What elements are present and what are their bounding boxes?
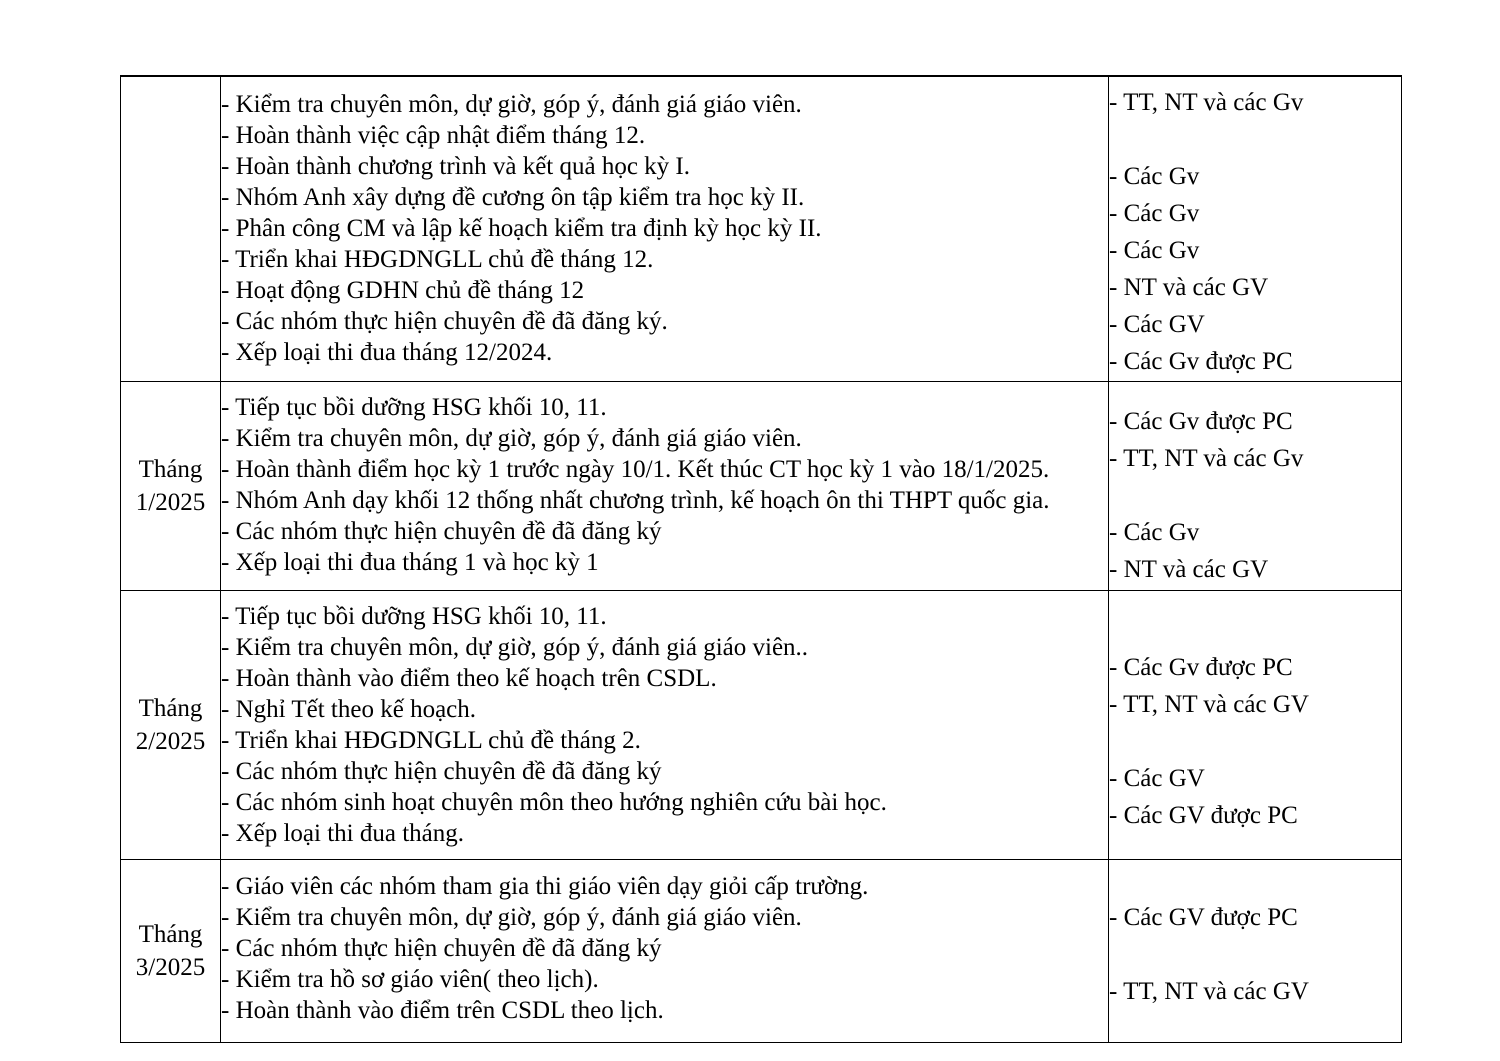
responsible-item: - Các GV: [1109, 764, 1205, 792]
task-item: - Tiếp tục bồi dưỡng HSG khối 10, 11.: [221, 394, 607, 421]
responsible-item: - TT, NT và các Gv: [1109, 89, 1304, 116]
responsible-spacer: [1109, 122, 1401, 159]
task-item: - Nhóm Anh xây dựng đề cương ôn tập kiểm tra học kỳ II.: [221, 183, 805, 211]
tasks-cell: [221, 76, 1109, 382]
responsible-item: - TT, NT và các GV: [1109, 690, 1309, 718]
month-cell: [121, 382, 221, 591]
responsible-item: - Các Gv: [1109, 163, 1200, 190]
task-item: - Hoàn thành điểm học kỳ 1 trước ngày 10/1. Kết thúc CT học kỳ 1 vào 18/1/2025.: [221, 456, 1050, 483]
responsible-cell: [1109, 382, 1402, 591]
responsible-item: - Các Gv: [1109, 518, 1200, 546]
task-item: - Kiểm tra chuyên môn, dự giờ, góp ý, đánh giá giáo viên.: [221, 425, 802, 452]
responsible-item: - NT và các GV: [1109, 555, 1269, 583]
responsible-cell: [1109, 591, 1402, 860]
task-item: - Kiểm tra chuyên môn, dự giờ, góp ý, đánh giá giáo viên..: [221, 634, 809, 661]
task-item: - Nhóm Anh dạy khối 12 thống nhất chương trình, kế hoạch ôn thi THPT quốc gia.: [221, 487, 1050, 514]
task-item: - Các nhóm thực hiện chuyên đề đã đăng ký: [221, 758, 662, 785]
task-item: - Hoàn thành vào điểm theo kế hoạch trên CSDL.: [221, 665, 717, 692]
responsible-item: - Các Gv: [1109, 237, 1200, 264]
task-item: - Giáo viên các nhóm tham gia thi giáo viên dạy giỏi cấp trường.: [221, 873, 869, 900]
responsible-spacer: [1109, 937, 1401, 974]
responsible-item: - Các GV: [1109, 311, 1205, 338]
month-label-line1: Tháng: [138, 456, 203, 483]
responsible-item: - TT, NT và các GV: [1109, 977, 1309, 1005]
responsible-cell: [1109, 860, 1402, 1043]
responsible-item: - Các Gv: [1109, 200, 1200, 227]
tasks-cell: [221, 860, 1109, 1043]
task-item: - Xếp loại thi đua tháng 1 và học kỳ 1: [221, 549, 599, 576]
task-item: - Các nhóm thực hiện chuyên đề đã đăng ký: [221, 518, 662, 545]
task-item: - Các nhóm sinh hoạt chuyên môn theo hướng nghiên cứu bài học.: [221, 789, 887, 816]
task-item: - Các nhóm thực hiện chuyên đề đã đăng ký: [221, 935, 662, 962]
responsible-item: - Các Gv được PC: [1109, 348, 1293, 375]
responsible-item: - Các GV được PC: [1109, 903, 1298, 931]
task-item: - Hoạt động GDHN chủ đề tháng 12: [221, 276, 585, 304]
tasks-cell: [221, 591, 1109, 860]
responsible-spacer: [1109, 478, 1401, 515]
task-item: - Triển khai HĐGDNGLL chủ đề tháng 2.: [221, 727, 641, 754]
task-item: - Hoàn thành chương trình và kết quả học kỳ I.: [221, 152, 691, 180]
task-item: - Kiểm tra chuyên môn, dự giờ, góp ý, đánh giá giáo viên.: [221, 904, 802, 931]
responsible-cell: [1109, 76, 1402, 382]
task-item: - Nghỉ Tết theo kế hoạch.: [221, 696, 477, 723]
task-item: - Triển khai HĐGDNGLL chủ đề tháng 12.: [221, 245, 654, 273]
responsible-item: - NT và các GV: [1109, 274, 1269, 301]
month-label-line2: 2/2025: [135, 728, 206, 755]
task-item: - Kiểm tra hồ sơ giáo viên( theo lịch).: [221, 966, 599, 993]
task-item: - Hoàn thành vào điểm trên CSDL theo lịch.: [221, 997, 664, 1024]
task-item: - Tiếp tục bồi dưỡng HSG khối 10, 11.: [221, 603, 607, 630]
table-row: [121, 860, 1402, 1043]
task-item: - Phân công CM và lập kế hoạch kiểm tra định kỳ học kỳ II.: [221, 214, 822, 242]
table-row: [121, 591, 1402, 860]
month-label-line2: 1/2025: [135, 489, 206, 516]
responsible-item: - TT, NT và các Gv: [1109, 444, 1304, 472]
month-label-line1: Tháng: [138, 695, 203, 722]
month-label-line2: 3/2025: [135, 954, 206, 981]
month-label-line1: Tháng: [138, 921, 203, 948]
responsible-item: - Các Gv được PC: [1109, 407, 1293, 435]
table-row: [121, 382, 1402, 591]
month-cell: [121, 591, 221, 860]
tasks-cell: [221, 382, 1109, 591]
task-item: - Xếp loại thi đua tháng 12/2024.: [221, 338, 553, 366]
table-row: [121, 76, 1402, 382]
month-cell: [121, 860, 221, 1043]
table-body: [121, 76, 1402, 1043]
task-item: - Xếp loại thi đua tháng.: [221, 820, 464, 847]
task-item: - Các nhóm thực hiện chuyên đề đã đăng ký.: [221, 307, 668, 335]
responsible-item: - Các GV được PC: [1109, 801, 1298, 829]
task-item: - Kiểm tra chuyên môn, dự giờ, góp ý, đánh giá giáo viên.: [221, 90, 802, 118]
responsible-spacer: [1109, 724, 1401, 761]
responsible-item: - Các Gv được PC: [1109, 653, 1293, 681]
month-cell: [121, 76, 221, 382]
activity-plan-table: [120, 75, 1402, 1043]
task-item: - Hoàn thành việc cập nhật điểm tháng 12.: [221, 121, 646, 149]
